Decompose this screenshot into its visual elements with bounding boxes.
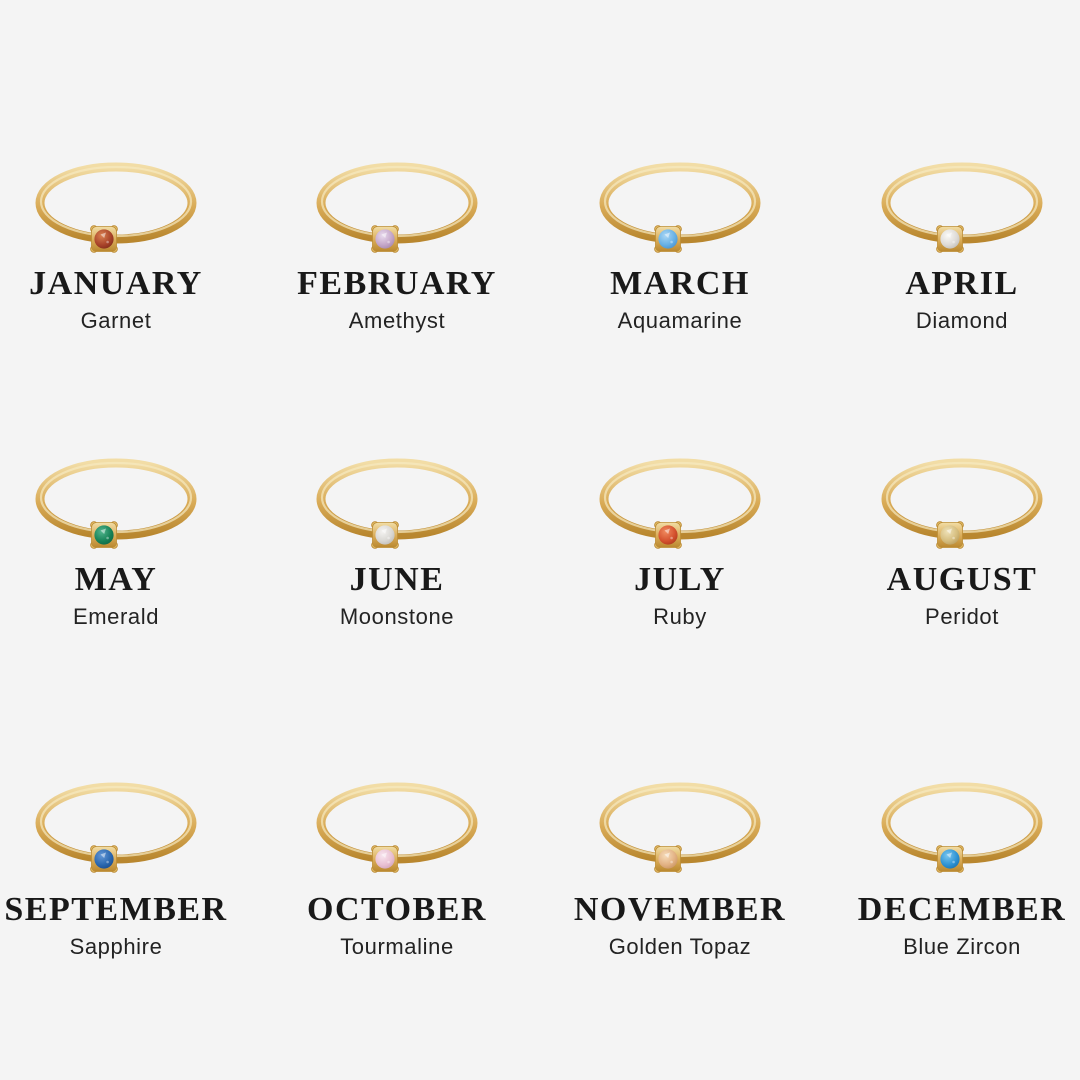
month-label: AUGUST bbox=[886, 561, 1038, 598]
gem-stone bbox=[940, 229, 959, 248]
birthstone-cell bbox=[257, 156, 537, 332]
gem-setting bbox=[91, 846, 118, 873]
gem-setting bbox=[91, 522, 118, 549]
gem-setting bbox=[372, 226, 399, 253]
birthstone-ring-icon bbox=[312, 452, 482, 554]
birthstone-cell bbox=[0, 776, 256, 958]
stone-label: Blue Zircon bbox=[903, 934, 1021, 959]
gem-setting bbox=[91, 226, 118, 253]
gem-setting bbox=[937, 522, 964, 549]
gem-sparkle-dot bbox=[387, 241, 390, 244]
ring-band-highlight bbox=[887, 463, 1037, 532]
month-label: SEPTEMBER bbox=[4, 891, 228, 928]
month-label: NOVEMBER bbox=[573, 891, 787, 928]
gem-stone bbox=[658, 525, 677, 544]
stone-label: Sapphire bbox=[69, 934, 163, 959]
stone-label: Golden Topaz bbox=[608, 934, 752, 959]
ring-band-highlight bbox=[41, 167, 191, 236]
stone-label: Peridot bbox=[925, 604, 999, 629]
gem-stone bbox=[375, 229, 394, 248]
birthstone-cell bbox=[540, 776, 820, 958]
gem-stone bbox=[375, 849, 394, 868]
birthstone-ring-icon bbox=[31, 452, 201, 554]
birthstone-cell bbox=[0, 156, 256, 332]
birthstone-cell bbox=[257, 452, 537, 628]
ring-band-highlight bbox=[605, 167, 755, 236]
gem-sparkle-dot bbox=[952, 241, 955, 244]
stone-label: Ruby bbox=[653, 604, 707, 629]
gem-stone bbox=[94, 229, 113, 248]
gem-sparkle-dot bbox=[106, 861, 109, 864]
birthstone-cell bbox=[540, 452, 820, 628]
gem-sparkle-dot bbox=[670, 537, 673, 540]
birthstone-ring-icon bbox=[877, 156, 1047, 258]
month-label: APRIL bbox=[905, 265, 1019, 302]
birthstone-cell bbox=[540, 156, 820, 332]
ring-band-highlight bbox=[605, 463, 755, 532]
gem-stone bbox=[658, 849, 677, 868]
ring-band-highlight bbox=[322, 787, 472, 856]
stone-label: Aquamarine bbox=[617, 308, 743, 333]
stone-label: Emerald bbox=[72, 604, 160, 629]
month-label: JULY bbox=[634, 561, 726, 598]
gem-sparkle-dot bbox=[387, 861, 390, 864]
ring-band-highlight bbox=[41, 787, 191, 856]
birthstone-ring-icon bbox=[595, 452, 765, 554]
stone-label: Tourmaline bbox=[340, 934, 454, 959]
gem-sparkle-dot bbox=[670, 241, 673, 244]
ring-band-highlight bbox=[605, 787, 755, 856]
gem-stone bbox=[940, 849, 959, 868]
gem-setting bbox=[937, 226, 964, 253]
gem-sparkle-dot bbox=[952, 861, 955, 864]
birthstone-cell bbox=[822, 156, 1080, 332]
birthstone-ring-icon bbox=[31, 156, 201, 258]
birthstone-ring-icon bbox=[595, 156, 765, 258]
ring-band-highlight bbox=[887, 787, 1037, 856]
stone-label: Garnet bbox=[80, 308, 152, 333]
gem-setting bbox=[372, 522, 399, 549]
gem-stone bbox=[94, 849, 113, 868]
birthstone-ring-icon bbox=[877, 452, 1047, 554]
birthstone-cell bbox=[822, 452, 1080, 628]
stone-label: Amethyst bbox=[348, 308, 446, 333]
gem-setting bbox=[372, 846, 399, 873]
gem-sparkle-dot bbox=[952, 537, 955, 540]
month-label: FEBRUARY bbox=[297, 265, 497, 302]
birthstone-cell bbox=[822, 776, 1080, 958]
ring-band-highlight bbox=[887, 167, 1037, 236]
gem-sparkle-dot bbox=[387, 537, 390, 540]
ring-band-highlight bbox=[322, 463, 472, 532]
birthstone-cell bbox=[0, 452, 256, 628]
month-label: DECEMBER bbox=[857, 891, 1067, 928]
stone-label: Diamond bbox=[915, 308, 1009, 333]
birthstone-ring-icon bbox=[312, 776, 482, 878]
month-label: MARCH bbox=[610, 265, 750, 302]
stone-label: Moonstone bbox=[339, 604, 455, 629]
month-label: JANUARY bbox=[29, 265, 203, 302]
month-label: MAY bbox=[74, 561, 158, 598]
birthstone-ring-icon bbox=[877, 776, 1047, 878]
gem-setting bbox=[655, 226, 682, 253]
gem-stone bbox=[375, 525, 394, 544]
gem-stone bbox=[940, 525, 959, 544]
gem-stone bbox=[94, 525, 113, 544]
ring-band-highlight bbox=[41, 463, 191, 532]
birthstone-ring-icon bbox=[31, 776, 201, 878]
birthstone-cell bbox=[257, 776, 537, 958]
birthstone-ring-icon bbox=[595, 776, 765, 878]
gem-stone bbox=[658, 229, 677, 248]
gem-setting bbox=[937, 846, 964, 873]
gem-setting bbox=[655, 522, 682, 549]
birthstone-ring-icon bbox=[312, 156, 482, 258]
gem-setting bbox=[655, 846, 682, 873]
gem-sparkle-dot bbox=[106, 537, 109, 540]
gem-sparkle-dot bbox=[670, 861, 673, 864]
ring-band-highlight bbox=[322, 167, 472, 236]
month-label: OCTOBER bbox=[307, 891, 487, 928]
gem-sparkle-dot bbox=[106, 241, 109, 244]
month-label: JUNE bbox=[349, 561, 445, 598]
